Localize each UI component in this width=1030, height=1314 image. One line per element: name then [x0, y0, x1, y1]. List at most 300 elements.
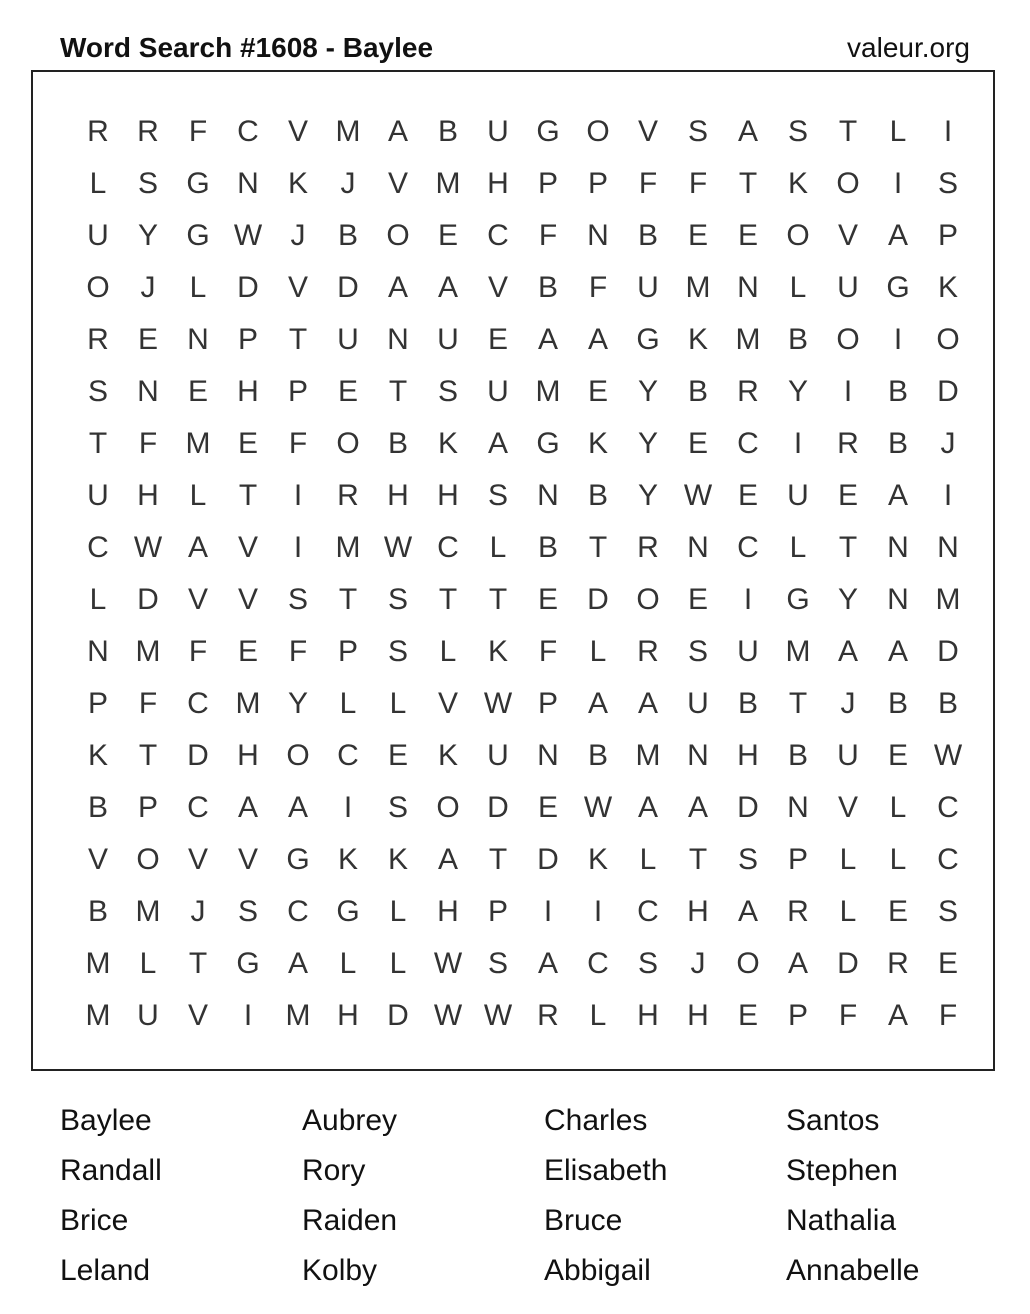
grid-cell[interactable]: C [337, 739, 359, 772]
grid-cell[interactable]: I [943, 479, 953, 512]
grid-cell[interactable]: L [389, 947, 407, 980]
grid-cell[interactable]: E [237, 427, 258, 460]
grid-cell[interactable]: V [637, 115, 658, 148]
grid-cell[interactable]: Y [637, 427, 658, 460]
grid-cell[interactable]: D [487, 791, 509, 824]
grid-cell[interactable]: B [587, 479, 608, 512]
grid-cell[interactable]: H [437, 479, 459, 512]
grid-cell[interactable]: W [433, 999, 463, 1032]
grid-cell[interactable]: T [788, 687, 808, 720]
grid-cell[interactable]: J [190, 895, 206, 928]
grid-cell[interactable]: H [337, 999, 359, 1032]
grid-cell[interactable]: H [237, 375, 259, 408]
grid-cell[interactable]: N [237, 167, 259, 200]
grid-cell[interactable]: B [337, 219, 358, 252]
grid-cell[interactable]: R [787, 895, 809, 928]
grid-cell[interactable]: M [735, 323, 761, 356]
grid-cell[interactable]: D [537, 843, 559, 876]
grid-cell[interactable]: C [937, 791, 959, 824]
grid-cell[interactable]: E [737, 479, 758, 512]
grid-cell[interactable]: N [87, 635, 109, 668]
grid-cell[interactable]: A [737, 895, 758, 928]
grid-cell[interactable]: C [87, 531, 109, 564]
grid-cell[interactable]: L [839, 843, 857, 876]
grid-cell[interactable]: L [889, 843, 907, 876]
grid-cell[interactable]: T [138, 739, 158, 772]
grid-cell[interactable]: F [188, 115, 208, 148]
grid-cell[interactable]: S [937, 167, 958, 200]
grid-cell[interactable]: B [437, 115, 458, 148]
grid-cell[interactable]: K [287, 167, 308, 200]
grid-cell[interactable]: A [387, 115, 408, 148]
grid-cell[interactable]: U [437, 323, 459, 356]
grid-cell[interactable]: L [889, 115, 907, 148]
grid-cell[interactable]: Y [137, 219, 158, 252]
grid-cell[interactable]: E [687, 427, 708, 460]
grid-cell[interactable]: M [85, 947, 111, 980]
grid-cell[interactable]: H [687, 999, 709, 1032]
grid-cell[interactable]: A [487, 427, 508, 460]
grid-cell[interactable]: E [537, 791, 558, 824]
grid-cell[interactable]: S [787, 115, 808, 148]
grid-cell[interactable]: R [637, 635, 659, 668]
grid-cell[interactable]: U [487, 375, 509, 408]
grid-cell[interactable]: L [339, 687, 357, 720]
grid-cell[interactable]: A [287, 791, 308, 824]
grid-cell[interactable]: K [587, 427, 608, 460]
grid-cell[interactable]: L [389, 687, 407, 720]
grid-cell[interactable]: T [88, 427, 108, 460]
grid-cell[interactable]: L [389, 895, 407, 928]
grid-cell[interactable]: S [287, 583, 308, 616]
grid-cell[interactable]: K [87, 739, 108, 772]
grid-cell[interactable]: A [437, 271, 458, 304]
grid-cell[interactable]: M [785, 635, 811, 668]
grid-cell[interactable]: D [937, 635, 959, 668]
grid-cell[interactable]: K [337, 843, 358, 876]
grid-cell[interactable]: W [933, 739, 963, 772]
grid-cell[interactable]: L [489, 531, 507, 564]
grid-cell[interactable]: C [587, 947, 609, 980]
grid-cell[interactable]: V [87, 843, 108, 876]
grid-cell[interactable]: U [837, 271, 859, 304]
grid-cell[interactable]: R [887, 947, 909, 980]
grid-cell[interactable]: S [387, 791, 408, 824]
grid-cell[interactable]: A [887, 999, 908, 1032]
grid-cell[interactable]: G [186, 219, 210, 252]
grid-cell[interactable]: R [637, 531, 659, 564]
grid-cell[interactable]: V [237, 843, 258, 876]
grid-cell[interactable]: M [685, 271, 711, 304]
grid-cell[interactable]: D [187, 739, 209, 772]
grid-cell[interactable]: U [337, 323, 359, 356]
grid-cell[interactable]: G [636, 323, 660, 356]
grid-cell[interactable]: Y [637, 479, 658, 512]
grid-cell[interactable]: E [887, 895, 908, 928]
grid-cell[interactable]: C [187, 791, 209, 824]
grid-cell[interactable]: L [789, 271, 807, 304]
grid-cell[interactable]: M [285, 999, 311, 1032]
grid-cell[interactable]: E [387, 739, 408, 772]
grid-cell[interactable]: E [887, 739, 908, 772]
grid-cell[interactable]: J [940, 427, 956, 460]
grid-cell[interactable]: J [290, 219, 306, 252]
grid-cell[interactable]: N [887, 531, 909, 564]
grid-cell[interactable]: E [687, 583, 708, 616]
grid-cell[interactable]: T [238, 479, 258, 512]
grid-cell[interactable]: D [337, 271, 359, 304]
grid-cell[interactable]: A [787, 947, 808, 980]
grid-cell[interactable]: E [737, 999, 758, 1032]
grid-cell[interactable]: S [237, 895, 258, 928]
grid-cell[interactable]: U [837, 739, 859, 772]
grid-cell[interactable]: M [85, 999, 111, 1032]
grid-cell[interactable]: O [736, 947, 760, 980]
grid-cell[interactable]: U [637, 271, 659, 304]
grid-cell[interactable]: T [438, 583, 458, 616]
grid-cell[interactable]: F [138, 427, 158, 460]
grid-cell[interactable]: E [337, 375, 358, 408]
grid-cell[interactable]: H [687, 895, 709, 928]
grid-cell[interactable]: M [335, 531, 361, 564]
grid-cell[interactable]: A [537, 947, 558, 980]
grid-cell[interactable]: C [437, 531, 459, 564]
grid-cell[interactable]: L [639, 843, 657, 876]
grid-cell[interactable]: U [487, 739, 509, 772]
grid-cell[interactable]: M [535, 375, 561, 408]
grid-cell[interactable]: R [837, 427, 859, 460]
grid-cell[interactable]: B [537, 531, 558, 564]
grid-cell[interactable]: B [787, 323, 808, 356]
grid-cell[interactable]: B [887, 427, 908, 460]
grid-cell[interactable]: F [588, 271, 608, 304]
grid-cell[interactable]: P [787, 843, 808, 876]
grid-cell[interactable]: C [237, 115, 259, 148]
grid-cell[interactable]: C [637, 895, 659, 928]
grid-cell[interactable]: P [537, 687, 558, 720]
grid-cell[interactable]: S [487, 479, 508, 512]
grid-cell[interactable]: G [536, 427, 560, 460]
grid-cell[interactable]: A [737, 115, 758, 148]
grid-cell[interactable]: V [187, 843, 208, 876]
grid-cell[interactable]: O [436, 791, 460, 824]
grid-cell[interactable]: N [387, 323, 409, 356]
grid-cell[interactable]: T [838, 531, 858, 564]
grid-cell[interactable]: R [537, 999, 559, 1032]
grid-cell[interactable]: M [135, 635, 161, 668]
grid-cell[interactable]: J [840, 687, 856, 720]
grid-cell[interactable]: B [387, 427, 408, 460]
grid-cell[interactable]: O [336, 427, 360, 460]
grid-cell[interactable]: L [189, 271, 207, 304]
grid-cell[interactable]: V [187, 583, 208, 616]
grid-cell[interactable]: L [589, 999, 607, 1032]
grid-cell[interactable]: U [137, 999, 159, 1032]
grid-cell[interactable]: Y [637, 375, 658, 408]
grid-cell[interactable]: S [687, 635, 708, 668]
grid-cell[interactable]: K [437, 739, 458, 772]
grid-cell[interactable]: O [586, 115, 610, 148]
grid-cell[interactable]: S [487, 947, 508, 980]
grid-cell[interactable]: H [487, 167, 509, 200]
grid-cell[interactable]: A [637, 687, 658, 720]
grid-cell[interactable]: N [687, 531, 709, 564]
grid-cell[interactable]: S [937, 895, 958, 928]
grid-cell[interactable]: V [487, 271, 508, 304]
grid-cell[interactable]: M [435, 167, 461, 200]
grid-cell[interactable]: O [286, 739, 310, 772]
grid-cell[interactable]: P [787, 999, 808, 1032]
grid-cell[interactable]: O [836, 323, 860, 356]
grid-cell[interactable]: A [687, 791, 708, 824]
grid-cell[interactable]: O [136, 843, 160, 876]
grid-cell[interactable]: P [287, 375, 308, 408]
grid-cell[interactable]: U [87, 219, 109, 252]
grid-cell[interactable]: B [537, 271, 558, 304]
grid-cell[interactable]: H [437, 895, 459, 928]
grid-cell[interactable]: D [837, 947, 859, 980]
grid-cell[interactable]: S [687, 115, 708, 148]
grid-cell[interactable]: F [538, 635, 558, 668]
grid-cell[interactable]: L [89, 167, 107, 200]
grid-cell[interactable]: O [936, 323, 960, 356]
grid-cell[interactable]: W [483, 687, 513, 720]
grid-cell[interactable]: C [287, 895, 309, 928]
grid-cell[interactable]: O [86, 271, 110, 304]
grid-cell[interactable]: L [889, 791, 907, 824]
grid-cell[interactable]: P [87, 687, 108, 720]
grid-cell[interactable]: E [837, 479, 858, 512]
grid-cell[interactable]: W [233, 219, 263, 252]
grid-cell[interactable]: L [839, 895, 857, 928]
grid-cell[interactable]: E [137, 323, 158, 356]
grid-cell[interactable]: E [587, 375, 608, 408]
grid-cell[interactable]: Y [837, 583, 858, 616]
grid-cell[interactable]: I [843, 375, 853, 408]
grid-cell[interactable]: C [187, 687, 209, 720]
grid-cell[interactable]: V [437, 687, 458, 720]
grid-cell[interactable]: I [593, 895, 603, 928]
grid-cell[interactable]: A [587, 687, 608, 720]
grid-cell[interactable]: T [388, 375, 408, 408]
grid-cell[interactable]: F [938, 999, 958, 1032]
grid-cell[interactable]: E [437, 219, 458, 252]
grid-cell[interactable]: W [133, 531, 163, 564]
grid-cell[interactable]: G [236, 947, 260, 980]
grid-cell[interactable]: B [887, 375, 908, 408]
grid-cell[interactable]: C [937, 843, 959, 876]
grid-cell[interactable]: G [786, 583, 810, 616]
grid-cell[interactable]: B [87, 895, 108, 928]
grid-cell[interactable]: F [188, 635, 208, 668]
grid-cell[interactable]: S [737, 843, 758, 876]
grid-cell[interactable]: O [786, 219, 810, 252]
grid-cell[interactable]: N [787, 791, 809, 824]
grid-cell[interactable]: A [537, 323, 558, 356]
grid-cell[interactable]: E [537, 583, 558, 616]
grid-cell[interactable]: V [387, 167, 408, 200]
grid-cell[interactable]: L [139, 947, 157, 980]
grid-cell[interactable]: V [287, 115, 308, 148]
grid-cell[interactable]: M [935, 583, 961, 616]
grid-cell[interactable]: P [537, 167, 558, 200]
grid-cell[interactable]: K [787, 167, 808, 200]
grid-cell[interactable]: E [237, 635, 258, 668]
grid-cell[interactable]: A [237, 791, 258, 824]
grid-cell[interactable]: O [636, 583, 660, 616]
grid-cell[interactable]: L [89, 583, 107, 616]
grid-cell[interactable]: F [288, 635, 308, 668]
grid-cell[interactable]: P [137, 791, 158, 824]
grid-cell[interactable]: P [937, 219, 958, 252]
grid-cell[interactable]: U [687, 687, 709, 720]
grid-cell[interactable]: M [235, 687, 261, 720]
grid-cell[interactable]: E [937, 947, 958, 980]
grid-cell[interactable]: B [787, 739, 808, 772]
grid-cell[interactable]: I [243, 999, 253, 1032]
grid-cell[interactable]: H [237, 739, 259, 772]
grid-cell[interactable]: L [189, 479, 207, 512]
grid-cell[interactable]: G [186, 167, 210, 200]
grid-cell[interactable]: B [937, 687, 958, 720]
grid-cell[interactable]: D [737, 791, 759, 824]
grid-cell[interactable]: L [439, 635, 457, 668]
grid-cell[interactable]: G [886, 271, 910, 304]
grid-cell[interactable]: U [487, 115, 509, 148]
grid-cell[interactable]: E [487, 323, 508, 356]
grid-cell[interactable]: I [743, 583, 753, 616]
grid-cell[interactable]: A [587, 323, 608, 356]
grid-cell[interactable]: Y [787, 375, 808, 408]
grid-cell[interactable]: I [293, 531, 303, 564]
grid-cell[interactable]: M [135, 895, 161, 928]
grid-cell[interactable]: D [237, 271, 259, 304]
grid-cell[interactable]: A [387, 271, 408, 304]
grid-cell[interactable]: W [383, 531, 413, 564]
grid-cell[interactable]: T [588, 531, 608, 564]
grid-cell[interactable]: B [637, 219, 658, 252]
grid-cell[interactable]: O [386, 219, 410, 252]
grid-cell[interactable]: I [893, 323, 903, 356]
grid-cell[interactable]: H [637, 999, 659, 1032]
grid-cell[interactable]: F [688, 167, 708, 200]
grid-cell[interactable]: J [140, 271, 156, 304]
grid-cell[interactable]: D [937, 375, 959, 408]
grid-cell[interactable]: T [288, 323, 308, 356]
grid-cell[interactable]: V [237, 531, 258, 564]
grid-cell[interactable]: F [288, 427, 308, 460]
grid-cell[interactable]: J [690, 947, 706, 980]
grid-cell[interactable]: F [538, 219, 558, 252]
grid-cell[interactable]: F [838, 999, 858, 1032]
grid-cell[interactable]: G [336, 895, 360, 928]
grid-cell[interactable]: T [488, 583, 508, 616]
grid-cell[interactable]: I [543, 895, 553, 928]
grid-cell[interactable]: U [87, 479, 109, 512]
grid-cell[interactable]: S [437, 375, 458, 408]
grid-cell[interactable]: V [187, 999, 208, 1032]
grid-cell[interactable]: U [787, 479, 809, 512]
grid-cell[interactable]: N [537, 739, 559, 772]
grid-cell[interactable]: P [337, 635, 358, 668]
grid-cell[interactable]: D [387, 999, 409, 1032]
grid-cell[interactable]: T [188, 947, 208, 980]
grid-cell[interactable]: A [887, 635, 908, 668]
grid-cell[interactable]: T [488, 843, 508, 876]
grid-cell[interactable]: R [137, 115, 159, 148]
grid-cell[interactable]: H [737, 739, 759, 772]
grid-cell[interactable]: Y [287, 687, 308, 720]
grid-cell[interactable]: N [887, 583, 909, 616]
grid-cell[interactable]: B [587, 739, 608, 772]
grid-cell[interactable]: N [137, 375, 159, 408]
grid-cell[interactable]: A [437, 843, 458, 876]
grid-cell[interactable]: R [337, 479, 359, 512]
grid-cell[interactable]: N [687, 739, 709, 772]
grid-cell[interactable]: A [287, 947, 308, 980]
grid-cell[interactable]: A [637, 791, 658, 824]
grid-cell[interactable]: W [483, 999, 513, 1032]
grid-cell[interactable]: K [587, 843, 608, 876]
grid-cell[interactable]: R [87, 115, 109, 148]
grid-cell[interactable]: I [343, 791, 353, 824]
grid-cell[interactable]: T [688, 843, 708, 876]
grid-cell[interactable]: K [437, 427, 458, 460]
grid-cell[interactable]: S [137, 167, 158, 200]
grid-cell[interactable]: N [737, 271, 759, 304]
grid-cell[interactable]: C [737, 531, 759, 564]
grid-cell[interactable]: K [687, 323, 708, 356]
grid-cell[interactable]: V [837, 791, 858, 824]
grid-cell[interactable]: I [293, 479, 303, 512]
grid-cell[interactable]: N [587, 219, 609, 252]
grid-cell[interactable]: A [887, 219, 908, 252]
grid-cell[interactable]: M [335, 115, 361, 148]
grid-cell[interactable]: P [237, 323, 258, 356]
grid-cell[interactable]: L [339, 947, 357, 980]
grid-cell[interactable]: B [87, 791, 108, 824]
grid-cell[interactable]: O [836, 167, 860, 200]
grid-cell[interactable]: R [87, 323, 109, 356]
grid-cell[interactable]: J [340, 167, 356, 200]
grid-cell[interactable]: T [738, 167, 758, 200]
grid-cell[interactable]: M [185, 427, 211, 460]
grid-cell[interactable]: G [536, 115, 560, 148]
grid-cell[interactable]: W [583, 791, 613, 824]
grid-cell[interactable]: S [387, 635, 408, 668]
grid-cell[interactable]: W [683, 479, 713, 512]
grid-cell[interactable]: M [635, 739, 661, 772]
grid-cell[interactable]: S [87, 375, 108, 408]
grid-cell[interactable]: V [837, 219, 858, 252]
grid-cell[interactable]: B [887, 687, 908, 720]
grid-cell[interactable]: G [286, 843, 310, 876]
grid-cell[interactable]: E [687, 219, 708, 252]
grid-cell[interactable]: F [638, 167, 658, 200]
grid-cell[interactable]: C [737, 427, 759, 460]
grid-cell[interactable]: P [487, 895, 508, 928]
grid-cell[interactable]: C [487, 219, 509, 252]
grid-cell[interactable]: K [937, 271, 958, 304]
grid-cell[interactable]: P [587, 167, 608, 200]
grid-cell[interactable]: A [187, 531, 208, 564]
grid-cell[interactable]: L [589, 635, 607, 668]
grid-cell[interactable]: H [137, 479, 159, 512]
grid-cell[interactable]: A [837, 635, 858, 668]
grid-cell[interactable]: V [287, 271, 308, 304]
grid-cell[interactable]: K [487, 635, 508, 668]
grid-cell[interactable]: B [737, 687, 758, 720]
